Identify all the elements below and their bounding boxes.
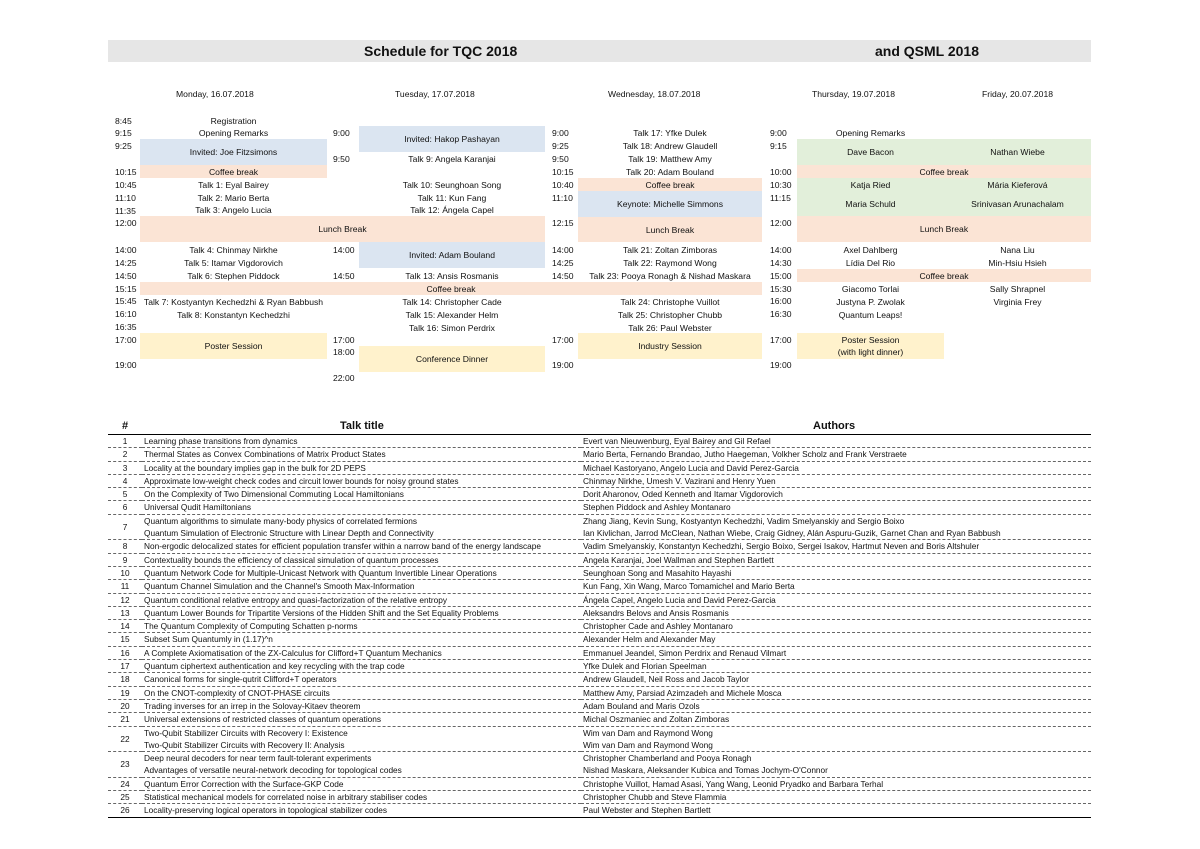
time: 16:35 <box>115 322 137 332</box>
fri-virginia: Virginia Frey <box>993 296 1042 307</box>
talk-number: 5 <box>108 488 142 501</box>
talk-authors: Angela Karanjai, Joel Wallman and Stephen Bartlett <box>581 553 1091 566</box>
table-row <box>108 620 1091 633</box>
talk-title: Trading inverses for an irrep in the Solovay-Kitaev theorem <box>142 699 581 712</box>
table-row <box>108 646 1091 659</box>
table-row <box>108 739 1091 752</box>
wed-talk19: Talk 19: Matthew Amy <box>628 153 712 164</box>
time: 19:00 <box>115 360 137 370</box>
talk-authors: Christopher Chubb and Steve Flammia <box>581 791 1091 804</box>
table-row <box>108 699 1091 712</box>
talk-number: 24 <box>108 777 142 790</box>
fri-nathan-block <box>944 139 1091 165</box>
mon-invited: Invited: Joe Fitzsimons <box>189 147 278 157</box>
thu-poster-block <box>797 333 944 359</box>
time: 17:00 <box>115 335 137 345</box>
time: 12:00 <box>770 218 792 228</box>
mon-talk7: Talk 7: Kostyantyn Kechedzhi & Ryan Babbush <box>143 296 324 307</box>
thu-poster-sub: (with light dinner) <box>837 347 904 357</box>
tue-talk11: Talk 11: Kun Fang <box>417 192 487 203</box>
wed-talk20: Talk 20: Adam Bouland <box>626 166 714 177</box>
talk-authors: Ian Kivlichan, Jarrod McClean, Nathan Wiebe, Craig Gidney, Alán Aspuru-Guzik, Garnet Chan and Ryan Babbush <box>581 527 1091 540</box>
talk-number: 19 <box>108 686 142 699</box>
table-row <box>108 474 1091 487</box>
day-header-monday: Monday, 16.07.2018 <box>176 89 254 99</box>
talk-authors: Matthew Amy, Parsiad Azimzadeh and Michele Mosca <box>581 686 1091 699</box>
wed-keynote: Keynote: Michelle Simmons <box>616 199 724 209</box>
time: 14:00 <box>333 245 355 255</box>
table-row <box>108 540 1091 553</box>
day-header-tuesday: Tuesday, 17.07.2018 <box>395 89 475 99</box>
talk-authors: Zhang Jiang, Kevin Sung, Kostyantyn Kechedzhi, Vadim Smelyanskiy and Sergio Boixo <box>583 515 905 526</box>
talk-authors: Christopher Cade and Ashley Montanaro <box>581 620 1091 633</box>
time: 14:50 <box>333 271 355 281</box>
talk-number: 13 <box>108 606 142 619</box>
talk-number: 2 <box>108 448 142 461</box>
talk-number: 15 <box>108 633 142 646</box>
time: 9:25 <box>552 141 569 151</box>
time: 11:15 <box>770 193 791 203</box>
table-row <box>108 633 1091 646</box>
wed-industry: Industry Session <box>638 341 702 351</box>
thu-lidia: Lídia Del Rio <box>845 257 896 268</box>
day-header-thursday: Thursday, 19.07.2018 <box>812 89 895 99</box>
talk-title: On the Complexity of Two Dimensional Commuting Local Hamiltonians <box>142 488 581 501</box>
table-row <box>108 461 1091 474</box>
talk-authors: Kun Fang, Xin Wang, Marco Tomamichel and Mario Berta <box>581 580 1091 593</box>
mon-poster: Poster Session <box>204 341 263 351</box>
tue-invited2: Invited: Adam Bouland <box>409 250 495 260</box>
talk-title: On the CNOT-complexity of CNOT-PHASE circuits <box>142 686 581 699</box>
talk-authors: Chinmay Nirkhe, Umesh V. Vazirani and Henry Yuen <box>581 474 1091 487</box>
thu-giacomo: Giacomo Torlai <box>841 283 900 294</box>
time: 22:00 <box>333 373 355 383</box>
talk-title: Contextuality bounds the efficiency of classical simulation of quantum processes <box>142 553 581 566</box>
talk-authors: Evert van Nieuwenburg, Eyal Bairey and Gil Refael <box>581 435 1091 448</box>
thu-katja-block <box>797 178 944 191</box>
fri-srini: Srinivasan Arunachalam <box>971 198 1064 209</box>
time: 12:15 <box>552 218 574 228</box>
talk-number: 26 <box>108 804 142 817</box>
time: 15:30 <box>770 284 792 294</box>
thu-coffee-block <box>797 165 1091 178</box>
talk-number: 6 <box>108 501 142 514</box>
col-authors-header: Authors <box>581 418 1091 435</box>
mon-registration: Registration <box>210 115 257 126</box>
talk-title: Two-Qubit Stabilizer Circuits with Recovery I: Existence <box>144 727 348 738</box>
time: 12:00 <box>115 218 137 228</box>
talk-number: 8 <box>108 540 142 553</box>
tue-talk13: Talk 13: Ansis Rosmanis <box>405 270 499 281</box>
day-header-wednesday: Wednesday, 18.07.2018 <box>608 89 701 99</box>
talk-number: 18 <box>108 673 142 686</box>
mon-talk1: Talk 1: Eyal Bairey <box>198 180 269 190</box>
talk-authors: Andrew Glaudell, Neil Ross and Jacob Taylor <box>581 673 1091 686</box>
mon-talk3: Talk 3: Angelo Lucia <box>195 205 272 215</box>
time: 9:50 <box>552 154 569 164</box>
tue-talk15: Talk 15: Alexander Helm <box>405 309 499 320</box>
talk-title: Subset Sum Quantumly in (1.17)^n <box>142 633 581 646</box>
wed-talk25: Talk 25: Christopher Chubb <box>617 309 723 320</box>
mon-talk5: Talk 5: Itamar Vigdorovich <box>184 257 283 268</box>
mon-talk8: Talk 8: Konstantyn Kechedzhi <box>177 309 290 320</box>
time: 14:25 <box>552 258 574 268</box>
talk-title: Thermal States as Convex Combinations of Matrix Product States <box>142 448 581 461</box>
col-title-header: Talk title <box>142 418 581 435</box>
thu-lunch-block <box>797 216 1091 242</box>
talk-number: 7 <box>108 514 142 540</box>
talk-title: Locality at the boundary implies gap in the bulk for 2D PEPS <box>142 461 581 474</box>
talk-authors: Dorit Aharonov, Oded Kenneth and Itamar Vigdorovich <box>581 488 1091 501</box>
time: 10:40 <box>552 180 574 190</box>
talk-authors: Wim van Dam and Raymond Wong <box>581 739 1091 752</box>
talk-number: 10 <box>108 566 142 579</box>
talk-title: Two-Qubit Stabilizer Circuits with Recovery II: Analysis <box>142 739 581 752</box>
talk-title: The Quantum Complexity of Computing Schatten p-norms <box>142 620 581 633</box>
talk-authors: Michael Kastoryano, Angelo Lucia and David Perez-Garcia <box>581 461 1091 474</box>
time: 15:00 <box>770 271 792 281</box>
talk-title: Quantum Simulation of Electronic Structure with Linear Depth and Connectivity <box>142 527 581 540</box>
talk-title: Deep neural decoders for near term fault-tolerant experiments <box>144 753 372 764</box>
fri-nana: Nana Liu <box>1000 244 1035 255</box>
table-row <box>108 660 1091 673</box>
time: 10:15 <box>552 167 574 177</box>
talk-authors: Yfke Dulek and Florian Speelman <box>581 660 1091 673</box>
thu-leaps: Quantum Leaps! <box>838 309 903 320</box>
talk-number: 9 <box>108 553 142 566</box>
talk-authors: Nishad Maskara, Aleksander Kubica and Tomas Jochym-O'Connor <box>581 764 1091 777</box>
wed-coffee-block <box>578 178 762 191</box>
time: 9:25 <box>115 141 132 151</box>
wed-talk21: Talk 21: Zoltan Zimboras <box>622 244 718 255</box>
table-row <box>108 435 1091 448</box>
thu-lunch: Lunch Break <box>919 224 969 234</box>
time: 8:45 <box>115 116 132 126</box>
thu-dave: Dave Bacon <box>847 147 894 157</box>
time: 9:00 <box>552 128 569 138</box>
table-row <box>108 566 1091 579</box>
talk-title: Locality-preserving logical operators in topological stabilizer codes <box>142 804 581 817</box>
talk-title: Universal extensions of restricted classes of quantum operations <box>142 713 581 726</box>
table-row <box>108 527 1091 540</box>
time: 15:45 <box>115 296 137 306</box>
talk-number: 11 <box>108 580 142 593</box>
tue-talk9: Talk 9: Angela Karanjai <box>408 153 496 164</box>
time: 9:50 <box>333 154 350 164</box>
wed-talk23: Talk 23: Pooya Ronagh & Nishad Maskara <box>589 270 751 281</box>
talk-authors: Emmanuel Jeandel, Simon Perdrix and Renaud Vilmart <box>581 646 1091 659</box>
fri-nathan: Nathan Wiebe <box>990 147 1045 157</box>
table-row <box>108 764 1091 777</box>
wed-talk24: Talk 24: Christophe Vuillot <box>620 296 720 307</box>
wed-keynote-block <box>578 191 762 217</box>
time: 14:50 <box>115 271 137 281</box>
talk-title: Advantages of versatile neural-network decoding for topological codes <box>142 764 581 777</box>
thu-dave-block <box>797 139 944 165</box>
time: 16:30 <box>770 309 792 319</box>
talk-authors: Adam Bouland and Maris Ozols <box>581 699 1091 712</box>
talk-title: A Complete Axiomatisation of the ZX-Calculus for Clifford+T Quantum Mechanics <box>142 646 581 659</box>
table-row <box>108 580 1091 593</box>
schedule-title: Schedule for TQC 2018 <box>364 43 518 59</box>
talk-authors: Aleksandrs Belovs and Ansis Rosmanis <box>581 606 1091 619</box>
thu-maria-s-block <box>797 191 944 216</box>
mon-coffee: Coffee break <box>208 166 259 177</box>
mon-opening: Opening Remarks <box>198 128 269 138</box>
table-row <box>108 791 1091 804</box>
time: 19:00 <box>770 360 792 370</box>
mon-talk2: Talk 2: Mario Berta <box>197 192 270 203</box>
thu-coffee: Coffee break <box>919 166 969 177</box>
fri-sally: Sally Shrapnel <box>989 283 1046 294</box>
talk-title: Quantum ciphertext authentication and key recycling with the trap code <box>142 660 581 673</box>
talk-number: 25 <box>108 791 142 804</box>
talk-authors: Paul Webster and Stephen Bartlett <box>581 804 1091 817</box>
talk-title: Canonical forms for single-qutrit Clifford+T operators <box>142 673 581 686</box>
thu-coffee2: Coffee break <box>919 270 969 281</box>
talk-title: Learning phase transitions from dynamics <box>142 435 581 448</box>
mon-talk6: Talk 6: Stephen Piddock <box>187 270 280 281</box>
table-row <box>108 448 1091 461</box>
talk-title: Non-ergodic delocalized states for efficient population transfer within a narrow band of the energy landscape <box>142 540 581 553</box>
time: 11:10 <box>115 193 136 203</box>
talk-number: 20 <box>108 699 142 712</box>
time: 14:25 <box>115 258 137 268</box>
talk-number: 16 <box>108 646 142 659</box>
talk-title: Statistical mechanical models for correlated noise in arbitrary stabiliser codes <box>142 791 581 804</box>
talk-title: Quantum Channel Simulation and the Channel's Smooth Max-Information <box>142 580 581 593</box>
talk-number: 17 <box>108 660 142 673</box>
tue-invited2-block <box>359 242 545 268</box>
coffee-mon-tue-afternoon-block <box>140 282 762 295</box>
tue-talk14: Talk 14: Christopher Cade <box>402 296 502 307</box>
time: 17:00 <box>333 335 355 345</box>
time: 11:10 <box>552 193 573 203</box>
wed-coffee: Coffee break <box>645 179 695 190</box>
wed-talk17: Talk 17: Yfke Dulek <box>633 128 707 138</box>
wed-talk18: Talk 18: Andrew Glaudell <box>622 140 718 151</box>
time: 18:00 <box>333 347 355 357</box>
talk-number: 12 <box>108 593 142 606</box>
table-row <box>108 606 1091 619</box>
talk-authors: Vadim Smelyanskiy, Konstantyn Kechedzhi, Sergio Boixo, Sergei Isakov, Hartmut Neven and Boris Altshuler <box>581 540 1091 553</box>
table-row <box>108 553 1091 566</box>
lunch-mon-tue-block <box>140 216 545 242</box>
table-header-row <box>108 418 1091 435</box>
talk-number: 4 <box>108 474 142 487</box>
fri-maria-k-block <box>944 178 1091 191</box>
tue-dinner: Conference Dinner <box>415 354 489 364</box>
time: 9:15 <box>770 141 787 151</box>
talk-title: Quantum conditional relative entropy and quasi-factorization of the relative entropy <box>142 593 581 606</box>
mon-coffee-afternoon: Coffee break <box>426 283 476 294</box>
table-row <box>108 488 1091 501</box>
talk-authors: Christopher Chamberland and Pooya Ronagh <box>583 753 752 764</box>
time: 14:30 <box>770 258 792 268</box>
talk-title: Quantum Error Correction with the Surface-GKP Code <box>142 777 581 790</box>
table-row <box>108 501 1091 514</box>
time: 19:00 <box>552 360 574 370</box>
day-header-friday: Friday, 20.07.2018 <box>982 89 1054 99</box>
thu-axel: Axel Dahlberg <box>843 244 898 255</box>
thu-poster: Poster Session <box>841 335 900 345</box>
talk-title: Approximate low-weight check codes and circuit lower bounds for noisy ground states <box>142 474 581 487</box>
time: 15:15 <box>115 284 137 294</box>
tue-talk16: Talk 16: Simon Perdrix <box>409 322 495 333</box>
time: 14:50 <box>552 271 574 281</box>
fri-srini-block <box>944 191 1091 216</box>
col-num-header: # <box>108 418 142 435</box>
talk-title: Quantum Lower Bounds for Tripartite Versions of the Hidden Shift and the Set Equality Problems <box>142 606 581 619</box>
talk-title: Quantum Network Code for Multiple-Unicast Network with Quantum Invertible Linear Operations <box>142 566 581 579</box>
tue-talk12: Talk 12: Ángela Capel <box>410 205 494 215</box>
talk-number: 1 <box>108 435 142 448</box>
mon-invited-block <box>140 139 327 165</box>
tue-dinner-block <box>359 346 545 372</box>
talk-authors: Wim van Dam and Raymond Wong <box>583 727 713 738</box>
fri-maria-k: Mária Kieferová <box>987 179 1048 190</box>
time: 11:35 <box>115 206 136 216</box>
fri-minhsiu: Min-Hsiu Hsieh <box>988 257 1047 268</box>
table-row <box>108 593 1091 606</box>
talk-authors: Stephen Piddock and Ashley Montanaro <box>581 501 1091 514</box>
table-row <box>108 777 1091 790</box>
talk-number: 14 <box>108 620 142 633</box>
time: 10:30 <box>770 180 792 190</box>
tue-invited: Invited: Hakop Pashayan <box>404 134 500 144</box>
time: 9:00 <box>770 128 787 138</box>
mon-coffee-block <box>140 165 327 178</box>
talk-authors: Alexander Helm and Alexander May <box>581 633 1091 646</box>
wed-lunch-block <box>578 217 762 242</box>
thu-justyna: Justyna P. Zwolak <box>836 296 905 307</box>
time: 16:00 <box>770 296 792 306</box>
time: 9:15 <box>115 128 132 138</box>
talk-authors: Ángela Capel, Angelo Lucia and David Perez-Garcia <box>581 593 1091 606</box>
talk-title: Quantum algorithms to simulate many-body physics of correlated fermions <box>144 515 417 526</box>
mon-lunch: Lunch Break <box>318 224 367 234</box>
time: 14:00 <box>770 245 792 255</box>
wed-industry-block <box>578 333 762 359</box>
time: 9:00 <box>333 128 350 138</box>
time: 17:00 <box>770 335 792 345</box>
thu-katja: Katja Ried <box>850 179 891 190</box>
table-row <box>108 686 1091 699</box>
time: 14:00 <box>552 245 574 255</box>
mon-talk4: Talk 4: Chinmay Nirkhe <box>189 244 278 255</box>
table-row <box>108 673 1091 686</box>
wed-talk26: Talk 26: Paul Webster <box>628 322 712 333</box>
talks-table <box>108 418 1091 818</box>
talk-title: Universal Qudit Hamiltonians <box>142 501 581 514</box>
time: 10:45 <box>115 180 137 190</box>
table-row <box>108 752 1091 765</box>
tue-invited-block <box>359 126 545 152</box>
time: 14:00 <box>115 245 137 255</box>
talk-authors: Christophe Vuillot, Hamad Asasi, Yang Wang, Leonid Pryadko and Barbara Terhal <box>581 777 1091 790</box>
talk-number: 3 <box>108 461 142 474</box>
qsml-title: and QSML 2018 <box>875 43 980 59</box>
talk-number: 23 <box>108 752 142 778</box>
thu-maria-s: Maria Schuld <box>845 198 896 209</box>
wed-talk22: Talk 22: Raymond Wong <box>623 257 717 268</box>
table-row <box>108 804 1091 817</box>
talks-body <box>108 435 1091 818</box>
table-row <box>108 726 1091 739</box>
time: 10:00 <box>770 167 792 177</box>
talk-authors: Michal Oszmaniec and Zoltan Zimboras <box>581 713 1091 726</box>
time: 16:10 <box>115 309 137 319</box>
thu-opening: Opening Remarks <box>835 128 906 138</box>
wed-lunch: Lunch Break <box>645 224 695 235</box>
talk-number: 21 <box>108 713 142 726</box>
table-row <box>108 514 1091 527</box>
time: 17:00 <box>552 335 574 345</box>
thu-coffee2-block <box>797 269 1091 282</box>
tue-talk10: Talk 10: Seunghoan Song <box>402 180 502 190</box>
time: 10:15 <box>115 167 137 177</box>
talk-authors: Mario Berta, Fernando Brandao, Jutho Haegeman, Volkher Scholz and Frank Verstraete <box>581 448 1091 461</box>
talk-number: 22 <box>108 726 142 752</box>
mon-poster-block <box>140 333 327 359</box>
table-row <box>108 713 1091 726</box>
talk-authors: Seunghoan Song and Masahito Hayashi <box>581 566 1091 579</box>
